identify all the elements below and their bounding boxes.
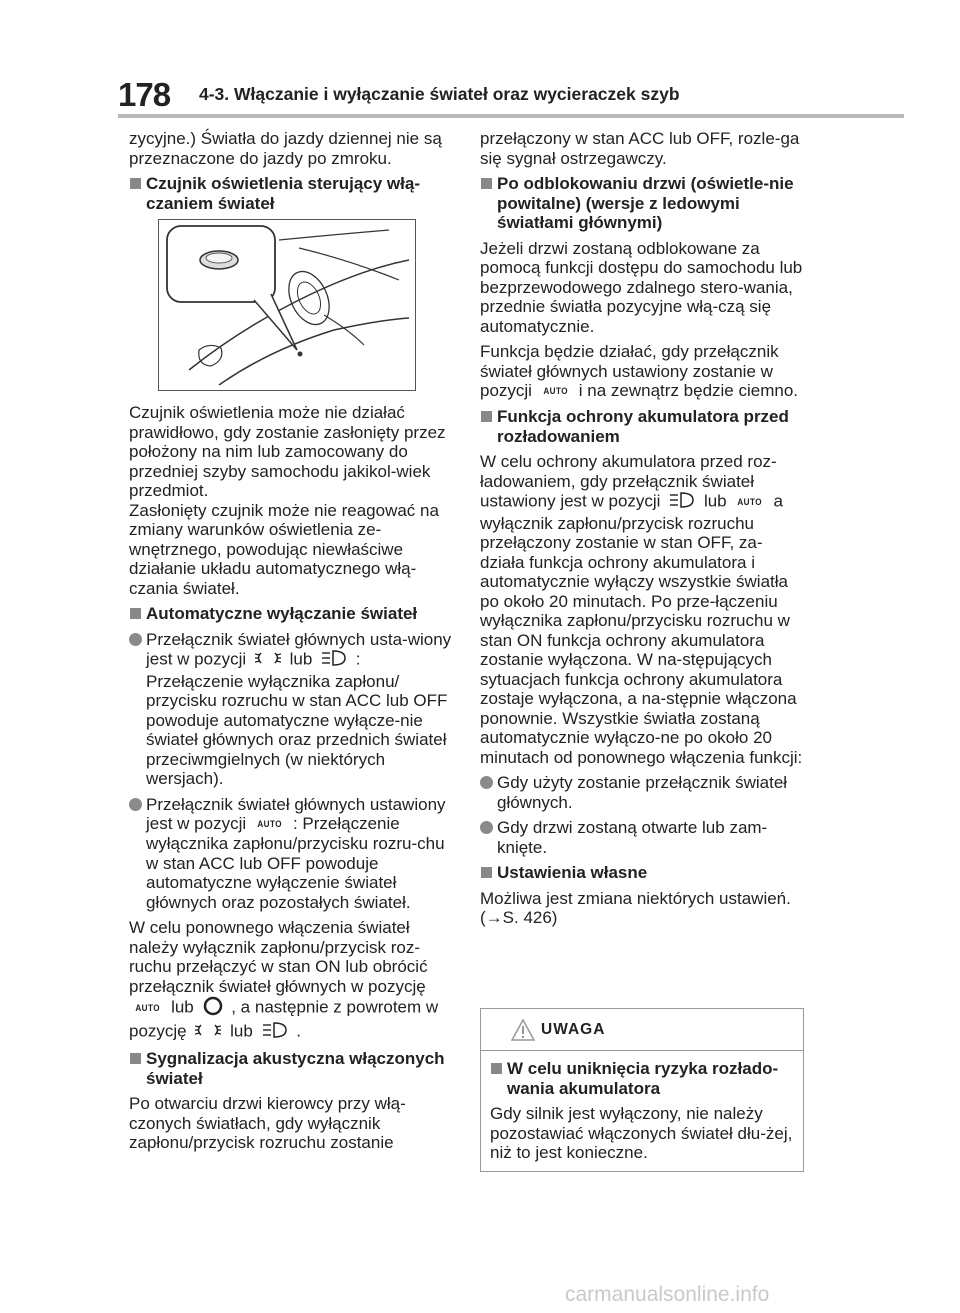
watermark: carmanualsonline.info	[565, 1283, 770, 1306]
bullet-text: : Przełączenie wyłącznika zapłonu/ przycisku rozruchu w stan ACC lub OFF powoduje automatyczne wyłącze-nie świateł głównych oraz przednich świateł przeciwmgielnych (w niektórych wersjach).	[146, 649, 448, 788]
header-divider	[118, 114, 904, 118]
paragraph	[129, 918, 454, 1043]
paragraph-text: a wyłącznik zapłonu/przycisk rozruchu przełączony zostanie w stan OFF, za-działa funkcja ochrony akumulatora i automatycznie wyłączy wszystkie światła po około 20 minutach. Po prze-łączeniu wyłącznika zapłonu/przycisku rozruchu w stan ON funkcja ochrony akumulatora zostanie wyłączona. W na-stępujących sytuacjach funkcja ochrony akumulatora zostaje wyłączona, a na-stępnie włączona ponownie. Wszystkie światła zostaną automatycznie wyłączo-ne po około 20 minutach od ponownego włączenia funkcji:	[480, 492, 803, 767]
auto-icon: AUTO	[135, 1002, 160, 1013]
parking-light-icon	[255, 650, 281, 671]
paragraph-text: lub	[703, 492, 727, 511]
section-heading: Po odblokowaniu drzwi (oświetle-nie powitalne) (wersje z ledowymi światłami głównymi)	[480, 174, 805, 233]
bullet-item	[129, 630, 454, 789]
paragraph: przełączony w stan ACC lub OFF, rozle-ga się sygnał ostrzegawczy.	[480, 129, 800, 168]
paragraph-text: W celu ponownego włączenia świateł należy wyłącznik zapłonu/przycisk roz-ruchu przełączyć w stan ON lub obrócić przełącznik świateł głównych w pozycję	[129, 918, 428, 996]
paragraph: Możliwa jest zmiana niektórych ustawień. (→S. 426)	[480, 888, 791, 928]
paragraph	[480, 452, 805, 767]
paragraph-text: lub	[230, 1021, 253, 1041]
section-heading: Sygnalizacja akustyczna włączonych świateł	[129, 1049, 454, 1088]
section-heading: Ustawienia własne	[480, 863, 805, 883]
bullet-text: lub	[289, 649, 313, 669]
paragraph-text: Funkcja będzie działać, gdy przełącznik świateł głównych ustawiony zostanie w pozycji	[480, 342, 779, 400]
section-heading: Czujnik oświetlenia sterujący włą-czaniem świateł	[129, 174, 454, 213]
bullet-text: Przełącznik świateł głównych ustawiony jest w pozycji	[146, 794, 446, 833]
headlight-icon	[262, 1021, 288, 1044]
page-number: 178	[118, 76, 171, 113]
bullet-text: : Przełączenie wyłącznika zapłonu/przycisku rozru-chu w stan ACC lub OFF powoduje automatyczne wyłączenie świateł głównych oraz pozostałych świateł.	[146, 814, 445, 912]
paragraph-text: W celu ochrony akumulatora przed roz-ładowaniem, gdy przełącznik świateł ustawiony jest w pozycji	[480, 452, 777, 511]
section-title: 4-3. Włączanie i wyłączanie świateł oraz wycieraczek szyb	[199, 84, 680, 104]
bullet-item: Gdy drzwi zostaną otwarte lub zam-knięte.	[480, 818, 805, 857]
paragraph: Po otwarciu drzwi kierowcy przy włą-czonych światłach, gdy wyłącznik zapłonu/przycisk rozruchu zostanie	[129, 1094, 406, 1153]
warning-triangle-icon	[511, 1019, 535, 1046]
left-column	[129, 129, 454, 1159]
right-column	[480, 129, 805, 934]
warning-heading: W celu uniknięcia ryzyka rozłado-wania akumulatora	[490, 1059, 794, 1098]
warning-box	[480, 1008, 804, 1172]
auto-icon: AUTO	[257, 818, 282, 829]
paragraph-text: lub	[171, 998, 194, 1017]
paragraph	[480, 342, 805, 401]
paragraph: Jeżeli drzwi zostaną odblokowane za pomocą funkcji dostępu do samochodu lub bezprzewodowego zdalnego stero-wania, przednie światła pozycyjne włą-czą się automatycznie.	[480, 238, 803, 336]
parking-light-icon	[195, 1022, 221, 1043]
bullet-item	[129, 795, 454, 913]
light-sensor-illustration	[158, 219, 416, 391]
bullet-text: Przełącznik świateł głównych usta-wiony jest w pozycji	[146, 629, 452, 669]
paragraph: Czujnik oświetlenia może nie działać prawidłowo, gdy zostanie zasłonięty przez położony na nim lub zamocowany do przedniej szyby samochodu jakikol-wiek przedmiot.	[129, 403, 446, 500]
warning-body	[481, 1051, 803, 1163]
off-position-icon	[203, 996, 223, 1021]
headlight-icon	[669, 491, 695, 514]
bullet-item: Gdy użyty zostanie przełącznik świateł głównych.	[480, 773, 805, 812]
warning-label: UWAGA	[541, 1021, 606, 1038]
paragraph: Zasłonięty czujnik może nie reagować na zmiany warunków oświetlenia ze-wnętrznego, powodując niewłaściwe działanie układu automatycznego włą-czania świateł.	[129, 500, 439, 598]
section-heading: Automatyczne wyłączanie świateł	[129, 604, 454, 624]
section-heading: Funkcja ochrony akumulatora przed rozładowaniem	[480, 407, 805, 446]
headlight-icon	[321, 649, 347, 672]
warning-header	[481, 1009, 803, 1051]
paragraph-text: , a następnie z powrotem w pozycję	[129, 998, 439, 1041]
warning-text: Gdy silnik jest wyłączony, nie należy pozostawiać włączonych świateł dłu-żej, niż to jest konieczne.	[490, 1104, 793, 1162]
auto-icon: AUTO	[737, 496, 763, 507]
paragraph-text: i na zewnątrz będzie ciemno.	[578, 381, 799, 400]
paragraph-text: .	[296, 1021, 301, 1041]
paragraph: zycyjne.) Światła do jazdy dziennej nie są przeznaczone do jazdy po zmroku.	[129, 129, 442, 168]
auto-icon: AUTO	[543, 385, 568, 396]
